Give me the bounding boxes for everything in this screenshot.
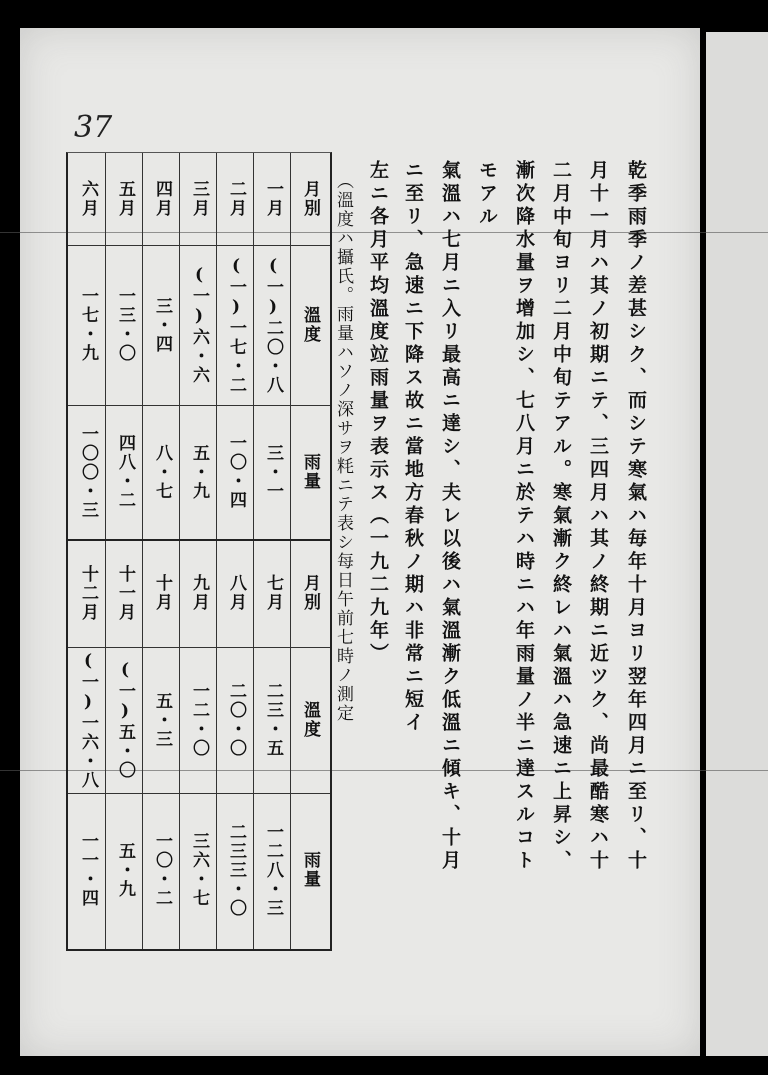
temp-cell: (一)六・六 [189, 265, 209, 385]
rain-cell: 五・九 [115, 841, 135, 899]
month-cell: 一月 [263, 180, 283, 218]
rain-cell: 三・一 [263, 443, 283, 501]
rain-cell: 一一・四 [78, 832, 98, 908]
body-text-line: モアル [476, 160, 498, 229]
temp-cell: (一)五・〇 [115, 660, 135, 780]
page-number: 37 [74, 110, 113, 145]
body-text-line: 左ニ各月平均溫度竝雨量ヲ表示ス（一九二九年） [367, 160, 389, 666]
header-month: 月別 [300, 180, 320, 218]
rain-cell: 二三三・〇 [226, 822, 246, 918]
month-cell: 九月 [189, 574, 209, 612]
body-text-line: 二月中旬ヨリ二月中旬テアル。寒氣漸ク終レハ氣溫ハ急速ニ上昇シ、 [550, 160, 572, 873]
header-temp: 溫度 [300, 701, 320, 739]
temp-cell: (一)二〇・八 [263, 255, 283, 395]
month-cell: 五月 [115, 180, 135, 218]
header-rain: 雨量 [300, 851, 320, 889]
month-cell: 八月 [226, 574, 246, 612]
climate-table [66, 152, 332, 951]
body-text-line: ニ至リ、急速ニ下降ス故ニ當地方春秋ノ期ハ非常ニ短イ [402, 160, 424, 735]
header-month: 月別 [300, 574, 320, 612]
body-text-note: （溫度ハ攝氏。雨量ハソノ深サヲ粍ニテ表シ每日午前七時ノ測定 [333, 172, 353, 723]
month-cell: 六月 [78, 180, 98, 218]
temp-cell: 三・四 [152, 296, 172, 354]
header-temp: 溫度 [300, 306, 320, 344]
rain-cell: 一〇〇・三 [78, 424, 98, 520]
temp-cell: 一二・〇 [189, 682, 209, 758]
temp-cell: 一七・九 [78, 287, 98, 363]
temp-cell: (一)一六・八 [78, 650, 98, 790]
header-rain: 雨量 [300, 453, 320, 491]
body-text-line: 漸次降水量ヲ增加シ、七八月ニ於テハ時ニハ年雨量ノ半ニ達スルコト [513, 160, 535, 873]
body-text-line: 月十一月ハ其ノ初期ニテ、三四月ハ其ノ終期ニ近ツク、尚最酷寒ハ十 [587, 160, 609, 873]
body-text-line: 氣溫ハ七月ニ入リ最高ニ達シ、夫レ以後ハ氣溫漸ク低溫ニ傾キ、十月 [439, 160, 461, 873]
month-cell: 十一月 [115, 564, 135, 622]
rain-cell: 五・九 [189, 443, 209, 501]
month-cell: 三月 [189, 180, 209, 218]
rain-cell: 一二八・三 [263, 822, 283, 918]
rain-cell: 三六・七 [189, 832, 209, 908]
temp-cell: 二〇・〇 [226, 682, 246, 758]
temp-cell: 一三・〇 [115, 287, 135, 363]
temp-cell: (一)一七・二 [226, 255, 246, 395]
month-cell: 四月 [152, 180, 172, 218]
rain-cell: 一〇・二 [152, 832, 172, 908]
rain-cell: 四八・二 [115, 434, 135, 510]
month-cell: 十月 [152, 574, 172, 612]
rain-cell: 一〇・四 [226, 434, 246, 510]
body-text-line: 乾季雨季ノ差甚シク、而シテ寒氣ハ毎年十月ヨリ翌年四月ニ至リ、十 [625, 160, 647, 873]
temp-cell: 二三・五 [263, 682, 283, 758]
month-cell: 二月 [226, 180, 246, 218]
rain-cell: 八・七 [152, 443, 172, 501]
temp-cell: 五・三 [152, 691, 172, 749]
adjacent-page-edge [706, 32, 768, 1056]
month-cell: 七月 [263, 574, 283, 612]
month-cell: 十二月 [78, 564, 98, 622]
